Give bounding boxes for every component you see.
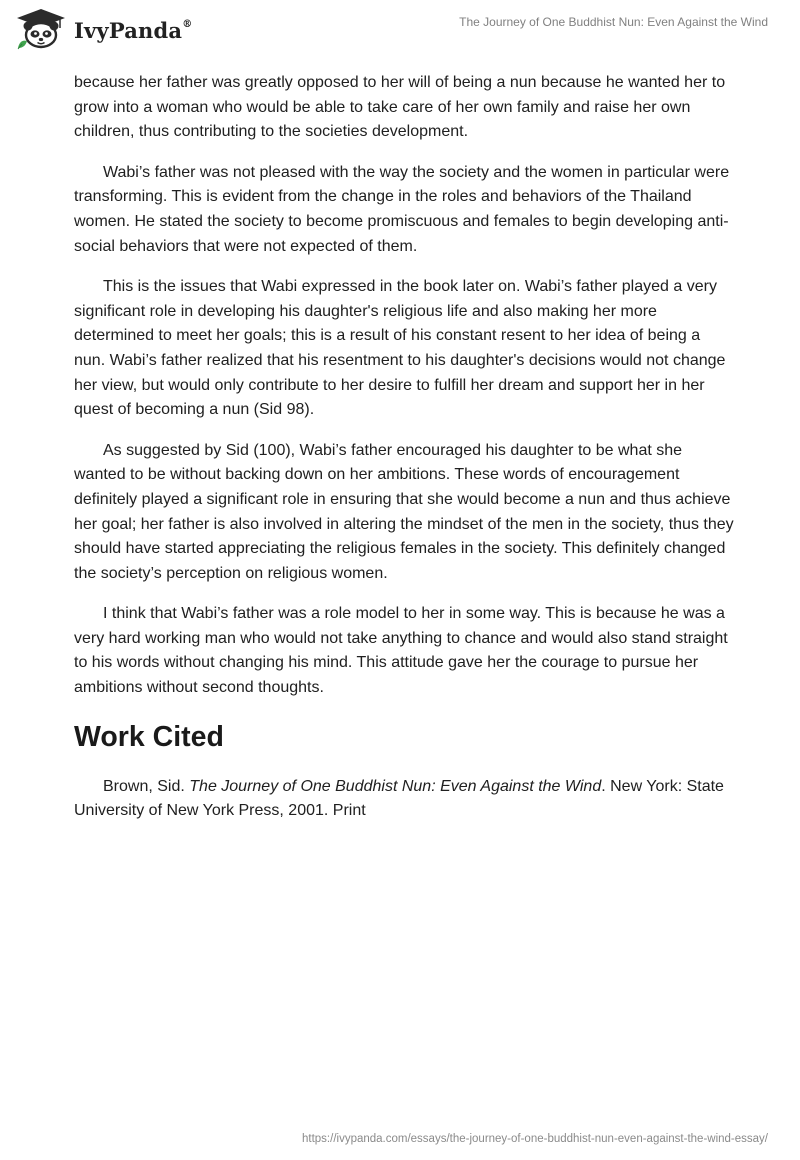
essay-content <box>74 71 734 840</box>
citation-title: The Journey of One Buddhist Nun: Even Against the Wind <box>189 777 602 795</box>
citation-entry <box>74 775 734 824</box>
panda-graduate-icon <box>14 8 68 50</box>
document-title: The Journey of One Buddhist Nun: Even Against the Wind <box>459 15 768 29</box>
ivypanda-logo[interactable] <box>14 8 192 50</box>
citation-publication: . New York: State University of New York Press, 2001. Print <box>74 777 724 820</box>
citation-author: Brown, Sid. <box>103 777 185 795</box>
paragraph: As suggested by Sid (100), Wabi’s father encouraged his daughter to be what she wanted to be without backing down on her ambitions. These words of encouragement definitely played a significant role in ensuring that she would become a nun and thus achieve her goal; her father is also involved in altering the mindset of the men in the society, thus they should have started appreciating the religious females in the society. This definitely changed the society’s perception on religious women. <box>74 441 734 582</box>
page-header <box>0 0 800 70</box>
paragraph: Wabi’s father was not pleased with the way the society and the women in particular were transforming. This is evident from the change in the roles and behaviors of the Thailand women. He stated the society to become promiscuous and females to begin developing anti-social behaviors that were not expected of them. <box>74 163 730 255</box>
paragraph: I think that Wabi’s father was a role model to her in some way. This is because he was a very hard working man who would not take anything to chance and would also stand straight to his words without changing his mind. This attitude gave her the courage to pursue her ambitions without second thoughts. <box>74 605 728 697</box>
source-url[interactable]: https://ivypanda.com/essays/the-journey-of-one-buddhist-nun-even-against-the-wind-essay/ <box>302 1133 768 1145</box>
brand-name: IvyPanda® <box>74 17 193 43</box>
paragraph: because her father was greatly opposed to her will of being a nun because he wanted her to grow into a woman who would be able to take care of her own family and raise her own children, thus contributing to the societies development. <box>74 74 726 141</box>
registered-mark: ® <box>182 18 193 30</box>
paragraph: This is the issues that Wabi expressed in the book later on. Wabi’s father played a very significant role in developing his daughter's religious life and also making her more determined to meet her goals; this is a result of his constant resent to her idea of being a nun. Wabi’s father realized that his resentment to his daughter's decisions would not change her view, but would only contribute to her desire to fulfill her dream and support her in her quest of becoming a nun (Sid 98). <box>74 278 726 419</box>
works-cited-heading: Work Cited <box>74 720 224 753</box>
